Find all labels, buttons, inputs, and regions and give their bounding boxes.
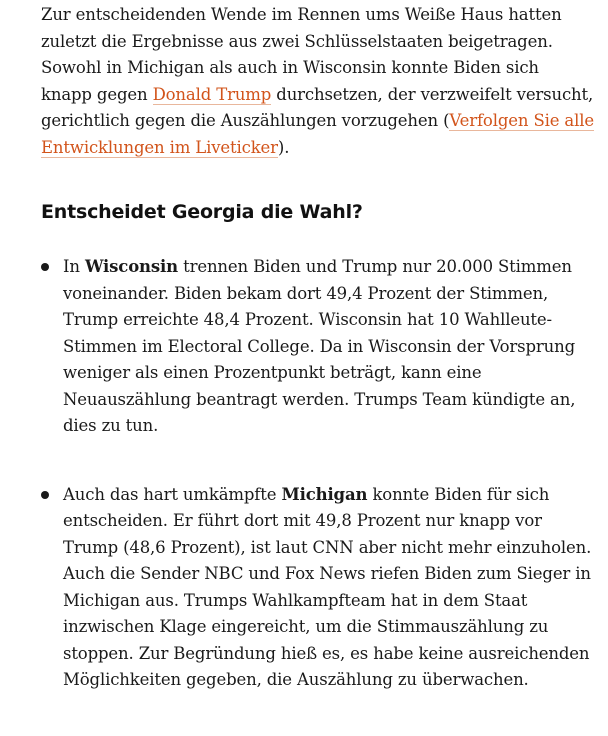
donald-trump-link[interactable]: Donald Trump bbox=[152, 84, 272, 104]
bullet-text: trennen Biden und Trump nur 20.000 Stimmen voneinander. Biden bekam dort 49,4 Prozent der Stimmen, Trump erreichte 48,4 Prozent. Wisconsin hat 10 Wahlleute-Stimmen im Electoral College. Da in Wisconsin der Vorsprung weniger als einen Prozentpunkt beträgt, kann eine Neuauszählung beantragt werden. Trumps Team kündigte an, dies zu tun. bbox=[63, 257, 576, 435]
intro-paragraph bbox=[41, 2, 594, 161]
bullet-item-wisconsin bbox=[41, 254, 594, 440]
intro-text-2: durchsetzen, der verzweifelt versucht, gerichtlich gegen die Auszählungen vorzugehen ( bbox=[41, 84, 594, 130]
bullet-dot-icon bbox=[41, 491, 49, 499]
bullet-text: konnte Biden für sich entscheiden. Er führt dort mit 49,8 Prozent nur knapp vor Trump (48,6 Prozent), ist laut CNN aber nicht mehr einzuholen. Auch die Sender NBC und Fox News riefen Biden zum Sieger in Michigan aus. Trumps Wahlkampfteam hat in dem Staat inzwischen Klage eingereicht, um die Stimmauszählung zu stoppen. Zur Begründung hieß es, es habe keine ausreichenden Möglichkeiten gegeben, die Auszählung zu überwachen. bbox=[63, 484, 592, 689]
bullet-state-wisconsin: Wisconsin bbox=[84, 257, 179, 276]
bullet-prefix: In bbox=[63, 257, 85, 276]
liveticker-link[interactable]: Verfolgen Sie alle Entwicklungen im Liveticker bbox=[41, 111, 594, 157]
intro-text-1: Zur entscheidenden Wende im Rennen ums Weiße Haus hatten zuletzt die Ergebnisse aus zwei Schlüsselstaaten beigetragen. Sowohl in Michigan als auch in Wisconsin konnte Biden sich knapp gegen bbox=[41, 5, 562, 104]
bullet-item-michigan bbox=[41, 482, 594, 694]
article-body bbox=[41, 0, 594, 689]
section-heading: Entscheidet Georgia die Wahl? bbox=[41, 201, 363, 223]
bullet-list bbox=[41, 254, 594, 736]
intro-text-3: ). bbox=[277, 137, 290, 157]
bullet-state-michigan: Michigan bbox=[281, 484, 368, 504]
bullet-prefix: Auch das hart umkämpfte bbox=[63, 484, 282, 504]
bullet-dot-icon bbox=[41, 263, 49, 271]
